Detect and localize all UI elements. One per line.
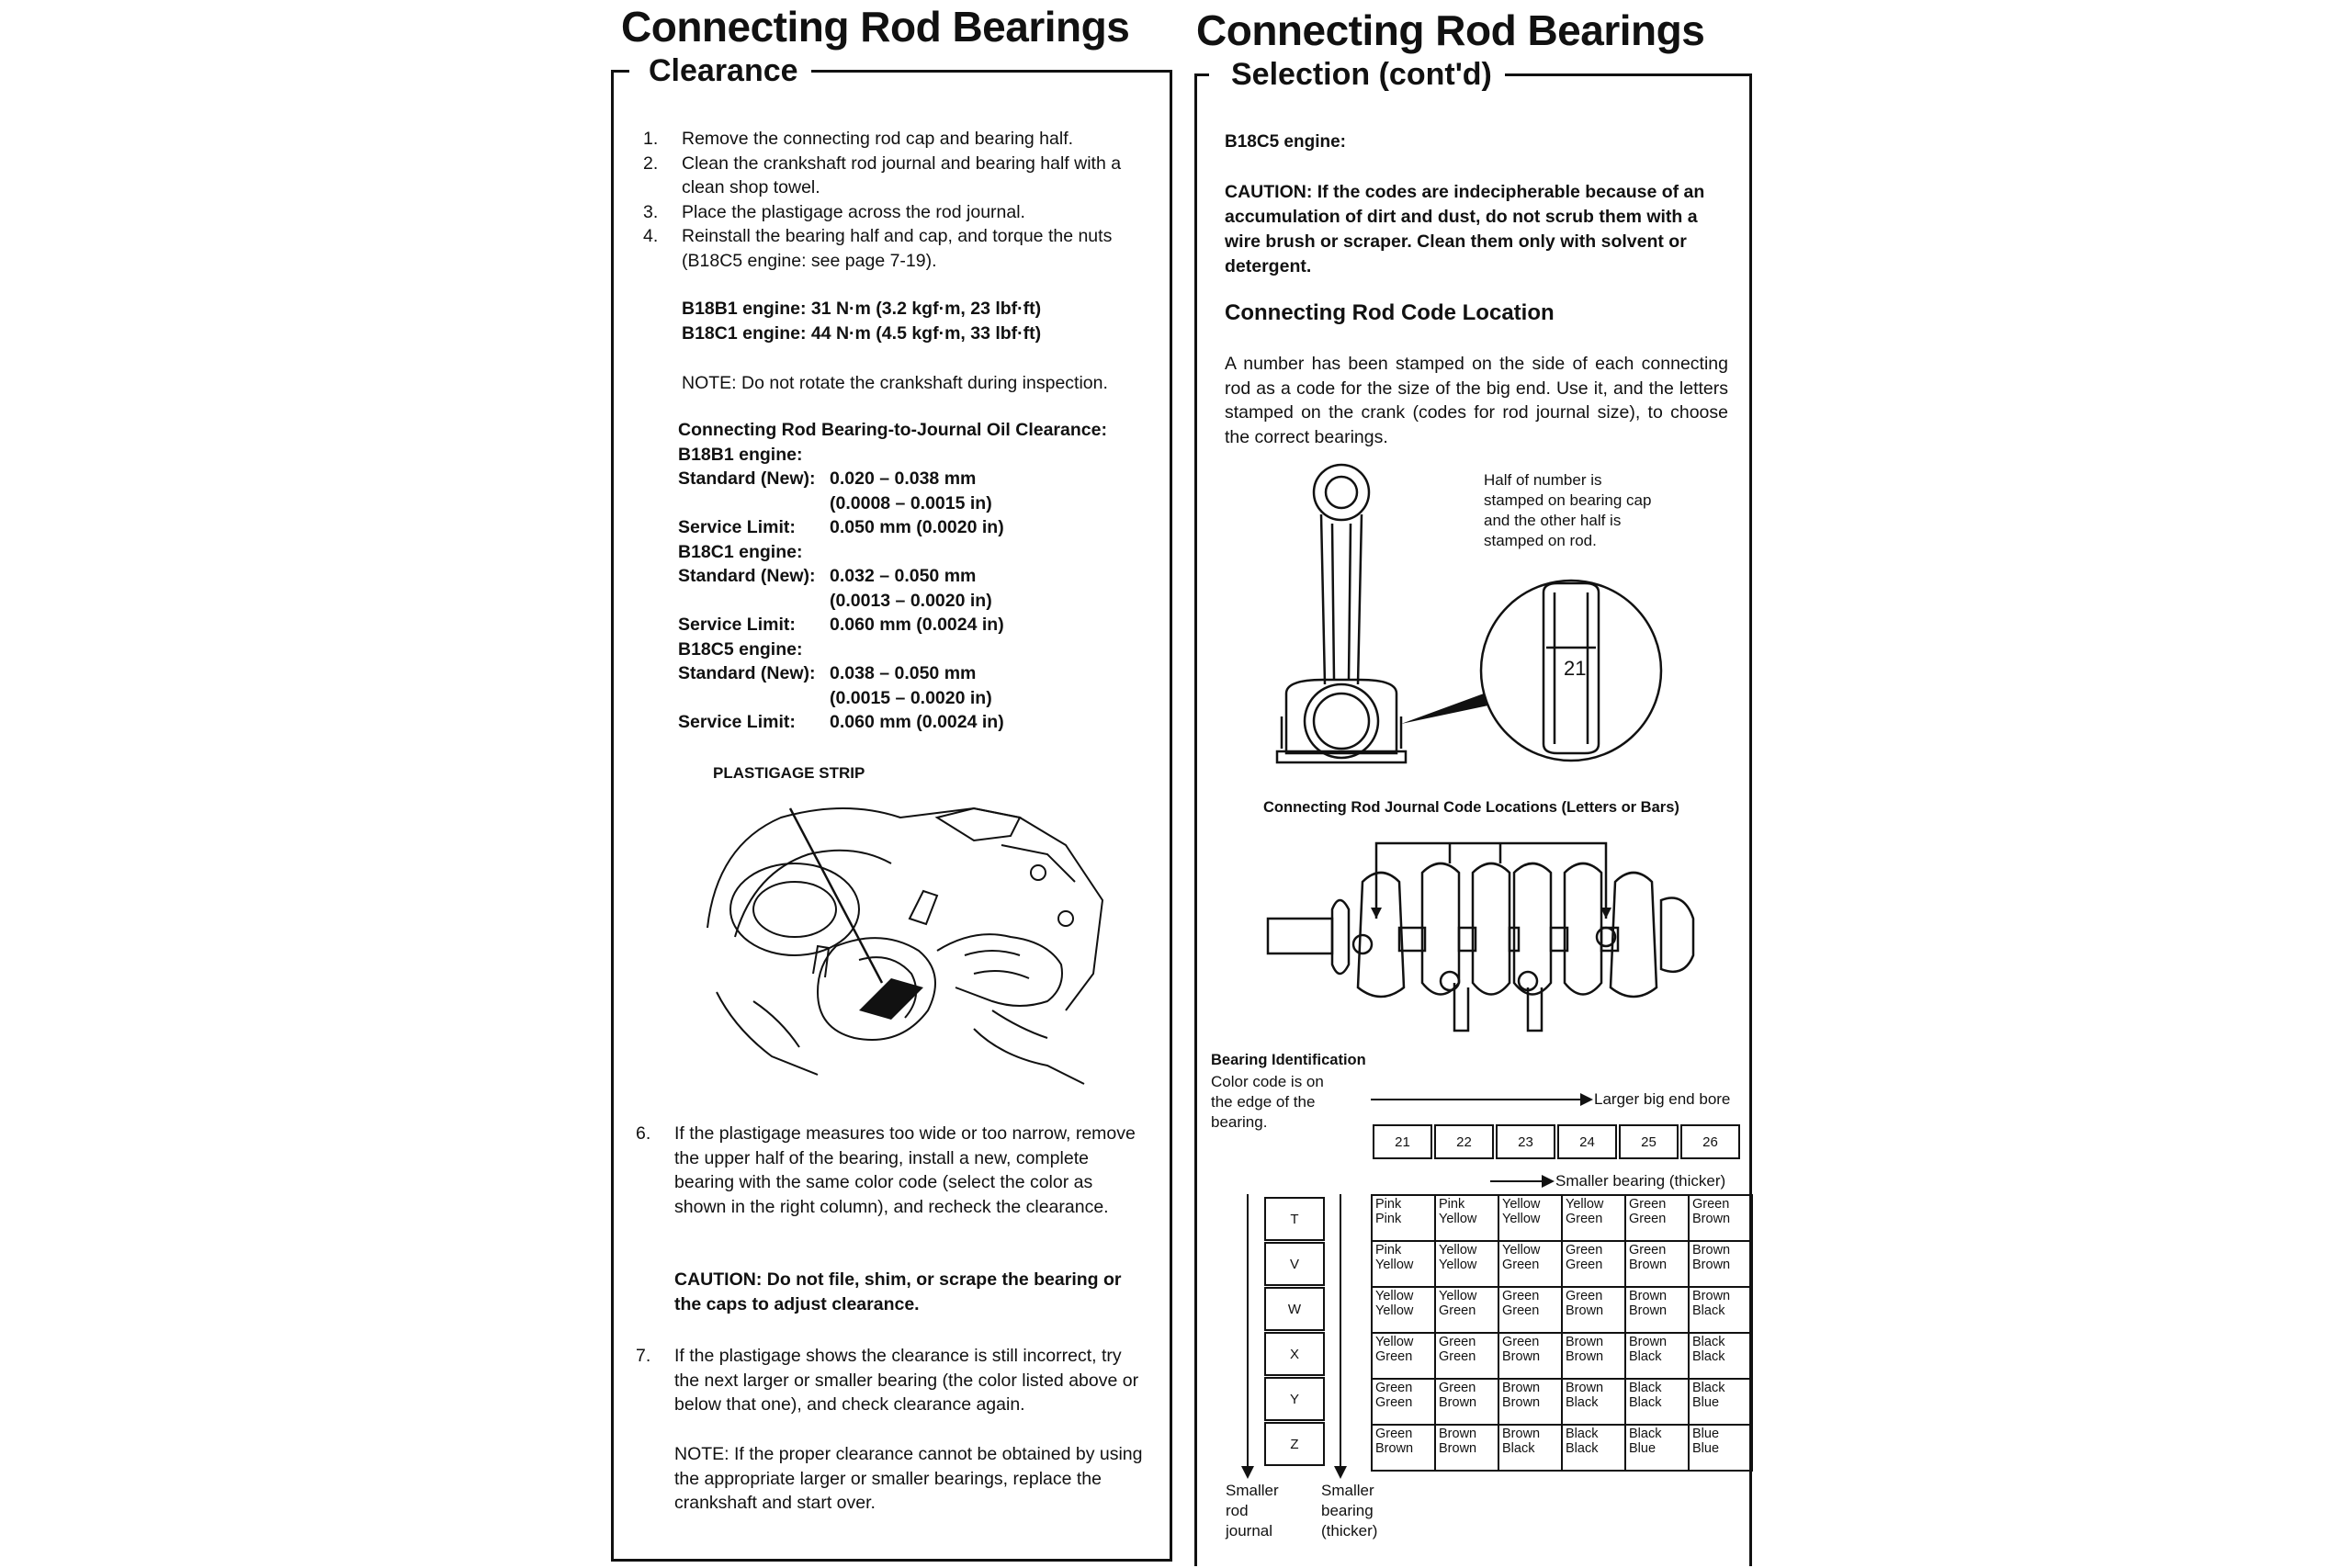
- table-cell: Green Green: [1625, 1195, 1689, 1241]
- table-cell: Black Black: [1625, 1379, 1689, 1425]
- list-item: 2. Clean the crankshaft rod journal and bearing half with a clean shop towel.: [643, 152, 1122, 197]
- step-6: 6. If the plastigage measures too wide or too narrow, remove the upper half of the bearing, install a new, complete bearing with the same color code (select the color as shown in the right column), and recheck the clearance.: [636, 1123, 1136, 1217]
- table-cell: Yellow Yellow: [1435, 1241, 1498, 1287]
- table-cell: Pink Yellow: [1372, 1241, 1435, 1287]
- spec-engine: B18B1 engine:: [678, 444, 803, 465]
- smaller-journal-label: Smaller rod journal: [1226, 1482, 1279, 1540]
- left-page-title: Connecting Rod Bearings: [621, 3, 1130, 51]
- step-7: 7. If the plastigage shows the clearance is still incorrect, try the next larger or smaller bearing (the color listed above or below that one), and check clearance again.: [636, 1346, 1139, 1415]
- clearance-specs: Connecting Rod Bearing-to-Journal Oil Clearance: B18B1 engine: Standard (New): 0.020 – 0.038 mm (0.0008 – 0.0015 in) Service Limit: 0.050 mm (0.0020 in) B18C1 engine: Standard (New): 0.032 – 0.050 mm (0.0013 – 0.0020 in) Service Limit: 0.060 mm (0.0024 in) B18C5 engine: Standard (New): 0.038 – 0.050 mm (0.0015 – 0.0020 in) Service Limit: 0.060 mm (0.0024 in): [678, 418, 1156, 735]
- table-cell: Brown Brown: [1435, 1425, 1498, 1471]
- left-box-border-bottom: [611, 1559, 1172, 1562]
- table-cell: Yellow Yellow: [1498, 1195, 1562, 1241]
- table-cell: Brown Black: [1562, 1379, 1625, 1425]
- table-cell: Brown Black: [1625, 1333, 1689, 1379]
- right-page-title: Connecting Rod Bearings: [1196, 6, 1705, 54]
- column-header: 25: [1619, 1124, 1679, 1159]
- column-header: 23: [1496, 1124, 1555, 1159]
- table-row: [1372, 1195, 1752, 1241]
- torque-spec-b18b1: B18B1 engine: 31 N·m (3.2 kgf·m, 23 lbf·ft): [682, 299, 1042, 319]
- table-cell: Brown Brown: [1498, 1379, 1562, 1425]
- right-box-border-left: [1194, 73, 1197, 1566]
- arrow-right-icon: [1580, 1093, 1593, 1106]
- table-cell: Pink Yellow: [1435, 1195, 1498, 1241]
- table-cell: Green Brown: [1498, 1333, 1562, 1379]
- right-caution: CAUTION: If the codes are indecipherable because of an accumulation of dirt and dust, do not scrub them with a wire brush or scraper. Clean them only with solvent or detergent.: [1225, 182, 1705, 276]
- plastigage-illustration: [698, 790, 1112, 1093]
- journal-code-caption: Connecting Rod Journal Code Locations (Letters or Bars): [1263, 799, 1679, 816]
- clearance-title: Connecting Rod Bearing-to-Journal Oil Clearance:: [678, 420, 1107, 440]
- list-item: 4. Reinstall the bearing half and cap, and torque the nuts (B18C5 engine: see page 7-19).: [643, 226, 1113, 271]
- table-cell: Brown Black: [1689, 1287, 1752, 1333]
- right-section-title: Selection (cont'd): [1218, 57, 1505, 93]
- spec-engine: B18C5 engine:: [678, 638, 803, 660]
- larger-bore-label: Larger big end bore: [1594, 1090, 1731, 1108]
- smaller-journal-arrow: [1247, 1194, 1249, 1470]
- table-cell: Green Green: [1435, 1333, 1498, 1379]
- table-row: [1372, 1287, 1752, 1333]
- bearing-id-title: Bearing Identification: [1211, 1052, 1366, 1068]
- table-cell: Green Brown: [1625, 1241, 1689, 1287]
- left-section-title: Clearance: [636, 53, 811, 89]
- table-cell: Brown Brown: [1689, 1241, 1752, 1287]
- table-cell: Yellow Green: [1372, 1333, 1435, 1379]
- smaller-bearing-vertical-arrow: [1340, 1194, 1341, 1470]
- smaller-bearing-bottom-label: Smaller bearing (thicker): [1321, 1482, 1378, 1540]
- table-row: [1372, 1379, 1752, 1425]
- left-steps-list: [643, 127, 1147, 273]
- smaller-bearing-arrow: [1490, 1180, 1545, 1182]
- column-header: 26: [1680, 1124, 1740, 1159]
- left-box-border-top-right: [808, 70, 1172, 73]
- table-cell: Yellow Yellow: [1372, 1287, 1435, 1333]
- list-item: 3. Place the plastigage across the rod journal.: [643, 201, 1025, 222]
- row-label: X: [1264, 1332, 1325, 1376]
- table-cell: Green Green: [1498, 1287, 1562, 1333]
- row-label: Z: [1264, 1422, 1325, 1466]
- left-box-border-top: [611, 70, 629, 73]
- table-cell: Yellow Green: [1435, 1287, 1498, 1333]
- note-rotate: NOTE: Do not rotate the crankshaft during inspection.: [682, 373, 1108, 393]
- note-final: NOTE: If the proper clearance cannot be obtained by using the appropriate larger or smaller bearings, replace the crankshaft and start over.: [674, 1444, 1143, 1513]
- table-row: [1372, 1425, 1752, 1471]
- arrow-down-icon: [1241, 1466, 1254, 1479]
- table-cell: Green Green: [1562, 1241, 1625, 1287]
- code-location-text: A number has been stamped on the side of each connecting rod as a code for the size of the big end. Use it, and the letters stamped on the crank (codes for rod journal size), to choose the correct bearings.: [1225, 354, 1728, 447]
- table-cell: Brown Brown: [1562, 1333, 1625, 1379]
- plastigage-label: PLASTIGAGE STRIP: [713, 764, 865, 782]
- table-cell: Pink Pink: [1372, 1195, 1435, 1241]
- list-item: 1. Remove the connecting rod cap and bearing half.: [643, 129, 1074, 149]
- smaller-bearing-top-label: Smaller bearing (thicker): [1555, 1172, 1726, 1190]
- column-header-table: [1371, 1122, 1742, 1161]
- table-cell: Yellow Green: [1562, 1195, 1625, 1241]
- row-label: V: [1264, 1242, 1325, 1286]
- column-header: 21: [1373, 1124, 1432, 1159]
- left-box-border-right: [1170, 70, 1172, 1562]
- torque-spec-b18c1: B18C1 engine: 44 N·m (4.5 kgf·m, 33 lbf·ft): [682, 323, 1042, 344]
- bearing-id-text: Color code is on the edge of the bearing.: [1211, 1073, 1324, 1131]
- bearing-color-table: [1371, 1194, 1753, 1472]
- arrow-right-icon: [1542, 1175, 1555, 1188]
- table-row: [1372, 1333, 1752, 1379]
- table-cell: Brown Brown: [1625, 1287, 1689, 1333]
- table-cell: Yellow Green: [1498, 1241, 1562, 1287]
- table-cell: Black Blue: [1625, 1425, 1689, 1471]
- column-header: 22: [1434, 1124, 1494, 1159]
- table-cell: Green Green: [1372, 1379, 1435, 1425]
- code-location-title: Connecting Rod Code Location: [1225, 300, 1555, 325]
- table-cell: Green Brown: [1562, 1287, 1625, 1333]
- arrow-down-icon: [1334, 1466, 1347, 1479]
- table-cell: Black Blue: [1689, 1379, 1752, 1425]
- row-label: W: [1264, 1287, 1325, 1331]
- column-header: 24: [1557, 1124, 1617, 1159]
- spec-engine: B18C1 engine:: [678, 541, 803, 562]
- table-cell: Green Brown: [1372, 1425, 1435, 1471]
- left-box-border-left: [611, 70, 614, 1562]
- table-cell: Blue Blue: [1689, 1425, 1752, 1471]
- left-caution: CAUTION: Do not file, shim, or scrape the bearing or the caps to adjust clearance.: [674, 1269, 1122, 1314]
- crankshaft-illustration: [1266, 827, 1707, 1038]
- row-label: Y: [1264, 1377, 1325, 1421]
- right-box-border-top-right: [1498, 73, 1752, 76]
- table-cell: Black Black: [1562, 1425, 1625, 1471]
- table-row: [1372, 1241, 1752, 1287]
- larger-bore-arrow: [1371, 1099, 1584, 1100]
- right-box-border-top: [1194, 73, 1209, 76]
- table-cell: Black Black: [1689, 1333, 1752, 1379]
- row-label: T: [1264, 1197, 1325, 1241]
- rod-stamp-number: 21: [1564, 657, 1587, 680]
- table-cell: Brown Black: [1498, 1425, 1562, 1471]
- table-cell: Green Brown: [1689, 1195, 1752, 1241]
- table-cell: Green Brown: [1435, 1379, 1498, 1425]
- right-engine-label: B18C5 engine:: [1225, 132, 1346, 152]
- rod-callout: Half of number is stamped on bearing cap and the other half is stamped on rod.: [1484, 471, 1652, 549]
